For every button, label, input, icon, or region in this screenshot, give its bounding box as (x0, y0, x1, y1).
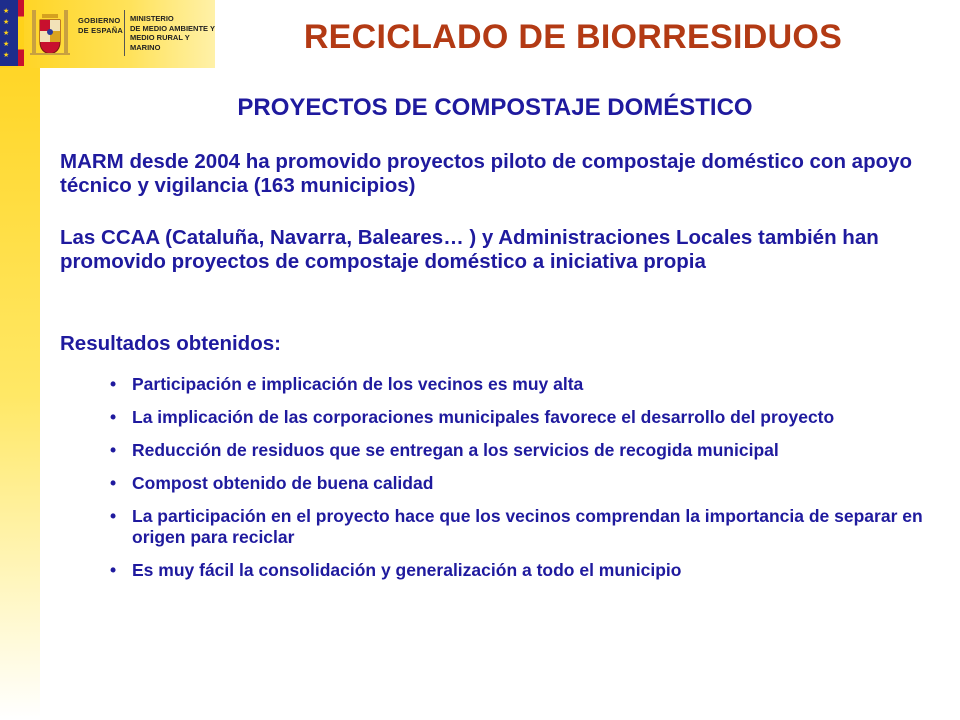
bullet-dot-icon: • (110, 407, 117, 427)
list-item (110, 560, 930, 581)
list-item-text: Compost obtenido de buena calidad (132, 473, 434, 493)
bullet-dot-icon: • (110, 440, 117, 460)
results-heading: Resultados obtenidos: (60, 332, 281, 355)
list-item (110, 506, 930, 548)
list-item (110, 407, 930, 428)
min-line-1: MINISTERIO (130, 14, 174, 23)
gov-line-2: DE ESPAÑA (78, 26, 124, 35)
coat-of-arms-icon (28, 8, 72, 60)
bullet-dot-icon: • (110, 473, 117, 493)
left-yellow-band (0, 0, 40, 720)
list-item (110, 440, 930, 461)
paragraph-marm: MARM desde 2004 ha promovido proyectos piloto de compostaje doméstico con apoyo técnico y vigilancia (163 municipios) (60, 150, 913, 197)
spain-flag-stripe (18, 0, 24, 66)
gov-line-1: GOBIERNO (78, 16, 121, 25)
list-item-text: Participación e implicación de los vecinos es muy alta (132, 374, 584, 394)
bullet-dot-icon: • (110, 374, 117, 394)
slide-title: RECICLADO DE BIORRESIDUOS (303, 18, 843, 56)
list-item (110, 473, 930, 494)
min-line-4: MARINO (130, 42, 161, 52)
paragraph-ccaa: Las CCAA (Cataluña, Navarra, Baleares… ) y Administraciones Locales también han promovido proyectos de compostaje doméstico a iniciativa propia (60, 226, 879, 273)
list-item-text: La implicación de las corporaciones municipales favorece el desarrollo del proyecto (132, 407, 835, 427)
min-line-2: DE MEDIO AMBIENTE Y (130, 23, 216, 33)
bullet-dot-icon: • (110, 506, 117, 526)
eu-flag-icon: ★ ★ ★ ★ ★ (0, 0, 18, 66)
slide-subtitle: PROYECTOS DE COMPOSTAJE DOMÉSTICO (237, 94, 753, 121)
ministry-logo-text (130, 14, 220, 52)
list-item-text: Es muy fácil la consolidación y generalización a todo el municipio (132, 560, 682, 580)
min-line-3: MEDIO RURAL Y (130, 33, 190, 42)
government-logo-text (78, 16, 128, 36)
bullet-dot-icon: • (110, 560, 117, 580)
list-item-text: La participación en el proyecto hace que los vecinos comprendan la importancia de separar en origen para reciclar (132, 506, 923, 547)
results-list (110, 374, 930, 593)
logo-divider (124, 10, 125, 56)
list-item-text: Reducción de residuos que se entregan a los servicios de recogida municipal (132, 440, 779, 460)
list-item (110, 374, 930, 395)
